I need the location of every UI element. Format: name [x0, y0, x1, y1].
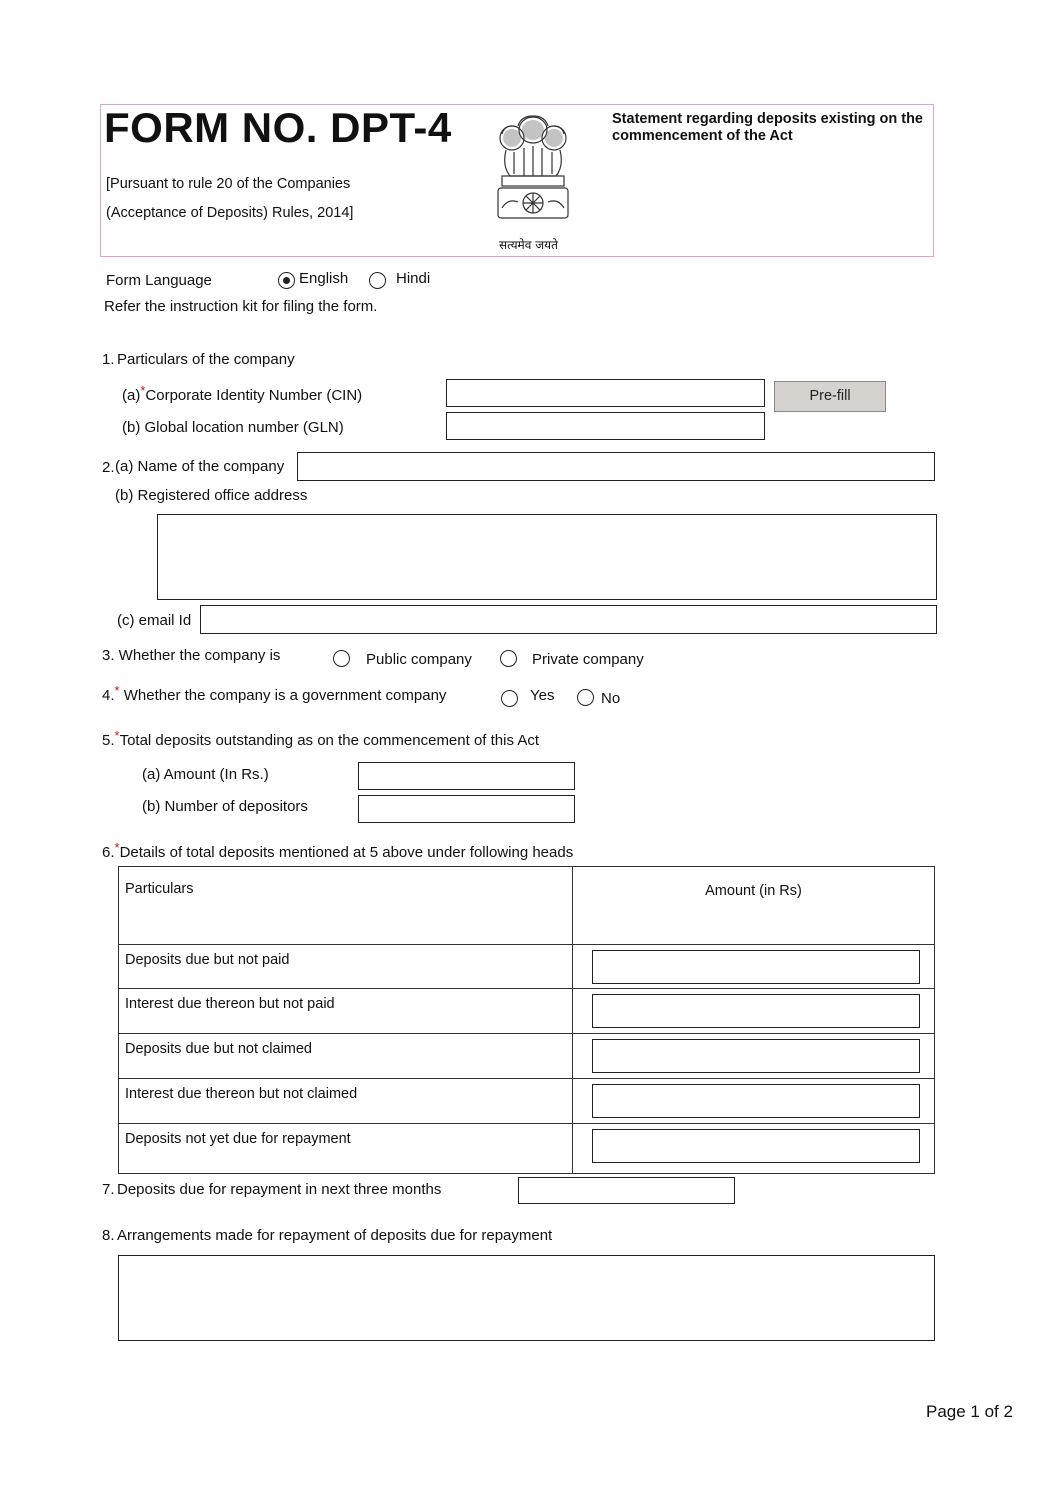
- deposit-details-heading: [102, 840, 574, 861]
- form-language-label: Form Language: [106, 272, 212, 289]
- interest-due-not-paid-input[interactable]: [592, 994, 920, 1028]
- table-cell: [573, 989, 935, 1034]
- required-marker: *: [114, 683, 120, 698]
- section-8-number: 8.: [102, 1227, 115, 1244]
- section-6-number: 6.: [102, 844, 115, 861]
- deposit-details-table: [118, 866, 935, 1174]
- repayment-next-three-months-label: Deposits due for repayment in next three months: [117, 1181, 442, 1198]
- table-row: [119, 1124, 935, 1174]
- section-5-number: 5.: [102, 732, 115, 749]
- interest-due-not-claimed-input[interactable]: [592, 1084, 920, 1118]
- form-statement: Statement regarding deposits existing on the commencement of the Act: [612, 111, 923, 144]
- required-marker: *: [140, 383, 146, 398]
- government-no-label: No: [601, 690, 621, 707]
- prefill-button[interactable]: Pre-fill: [774, 381, 886, 412]
- table-header-row: [119, 867, 935, 945]
- table-cell: [573, 1124, 935, 1174]
- section-1-heading: Particulars of the company: [117, 351, 295, 368]
- government-company-question: [102, 683, 447, 704]
- amount-input[interactable]: [358, 762, 575, 790]
- cin-prefix: (a): [122, 387, 141, 404]
- deposits-not-yet-due-input[interactable]: [592, 1129, 920, 1163]
- table-row: [119, 1079, 935, 1124]
- government-yes-radio[interactable]: [501, 690, 518, 707]
- private-company-label: Private company: [532, 651, 644, 668]
- section-7-number: 7.: [102, 1181, 115, 1198]
- email-input[interactable]: [200, 605, 937, 634]
- gln-label: (b) Global location number (GLN): [122, 419, 344, 436]
- rule-reference-line-1: [Pursuant to rule 20 of the Companies: [106, 176, 351, 192]
- depositors-label: (b) Number of depositors: [142, 798, 308, 815]
- language-english-label: English: [299, 270, 349, 287]
- section-1-number: 1.: [102, 351, 115, 368]
- company-name-input[interactable]: [297, 452, 935, 481]
- form-title: FORM NO. DPT-4: [104, 104, 452, 151]
- deposits-not-yet-due-label: Deposits not yet due for repayment: [119, 1124, 573, 1174]
- national-emblem-icon: [488, 108, 578, 236]
- repayment-arrangements-label: Arrangements made for repayment of deposits due for repayment: [117, 1227, 553, 1244]
- section-5-label: Total deposits outstanding as on the commencement of this Act: [119, 732, 539, 749]
- emblem-motto: सत्यमेव जयते: [499, 238, 558, 252]
- table-cell: [573, 945, 935, 989]
- deposits-due-not-paid-input[interactable]: [592, 950, 920, 984]
- amount-column-header: Amount (in Rs): [573, 867, 935, 945]
- cin-label: [122, 383, 363, 404]
- private-company-radio[interactable]: [500, 650, 517, 667]
- language-english-radio[interactable]: [278, 272, 295, 289]
- amount-label: (a) Amount (In Rs.): [142, 766, 269, 783]
- table-row: [119, 945, 935, 989]
- repayment-next-three-months-input[interactable]: [518, 1177, 735, 1204]
- deposits-due-not-paid-label: Deposits due but not paid: [119, 945, 573, 989]
- rule-reference-line-2: (Acceptance of Deposits) Rules, 2014]: [106, 205, 354, 221]
- depositors-input[interactable]: [358, 795, 575, 823]
- section-6-label: Details of total deposits mentioned at 5 above under following heads: [119, 844, 574, 861]
- required-marker: *: [114, 728, 120, 743]
- table-row: [119, 1034, 935, 1079]
- table-cell: [573, 1079, 935, 1124]
- table-row: [119, 989, 935, 1034]
- page-number: Page 1 of 2: [926, 1402, 1013, 1421]
- government-yes-label: Yes: [530, 687, 555, 704]
- public-company-radio[interactable]: [333, 650, 350, 667]
- language-hindi-label: Hindi: [396, 270, 431, 287]
- section-4-label: Whether the company is a government company: [123, 687, 447, 704]
- registered-office-label: (b) Registered office address: [115, 487, 308, 504]
- public-company-label: Public company: [366, 651, 472, 668]
- section-4-number: 4.: [102, 687, 115, 704]
- repayment-arrangements-textarea[interactable]: [118, 1255, 935, 1341]
- table-cell: [573, 1034, 935, 1079]
- section-2-number: 2.: [102, 459, 115, 476]
- company-name-label: (a) Name of the company: [115, 458, 285, 475]
- government-no-radio[interactable]: [577, 689, 594, 706]
- language-hindi-radio[interactable]: [369, 272, 386, 289]
- particulars-column-header: Particulars: [119, 867, 573, 945]
- total-deposits-heading: [102, 728, 539, 749]
- cin-input[interactable]: [446, 379, 765, 407]
- interest-due-not-claimed-label: Interest due thereon but not claimed: [119, 1079, 573, 1124]
- registered-office-textarea[interactable]: [157, 514, 937, 600]
- instruction-kit-note: Refer the instruction kit for filing the form.: [104, 298, 378, 315]
- deposits-due-not-claimed-input[interactable]: [592, 1039, 920, 1073]
- email-label: (c) email Id: [117, 612, 192, 629]
- gln-input[interactable]: [446, 412, 765, 440]
- deposits-due-not-claimed-label: Deposits due but not claimed: [119, 1034, 573, 1079]
- required-marker: *: [114, 840, 120, 855]
- company-type-label: 3. Whether the company is: [102, 647, 281, 664]
- interest-due-not-paid-label: Interest due thereon but not paid: [119, 989, 573, 1034]
- cin-label-text: Corporate Identity Number (CIN): [145, 387, 363, 404]
